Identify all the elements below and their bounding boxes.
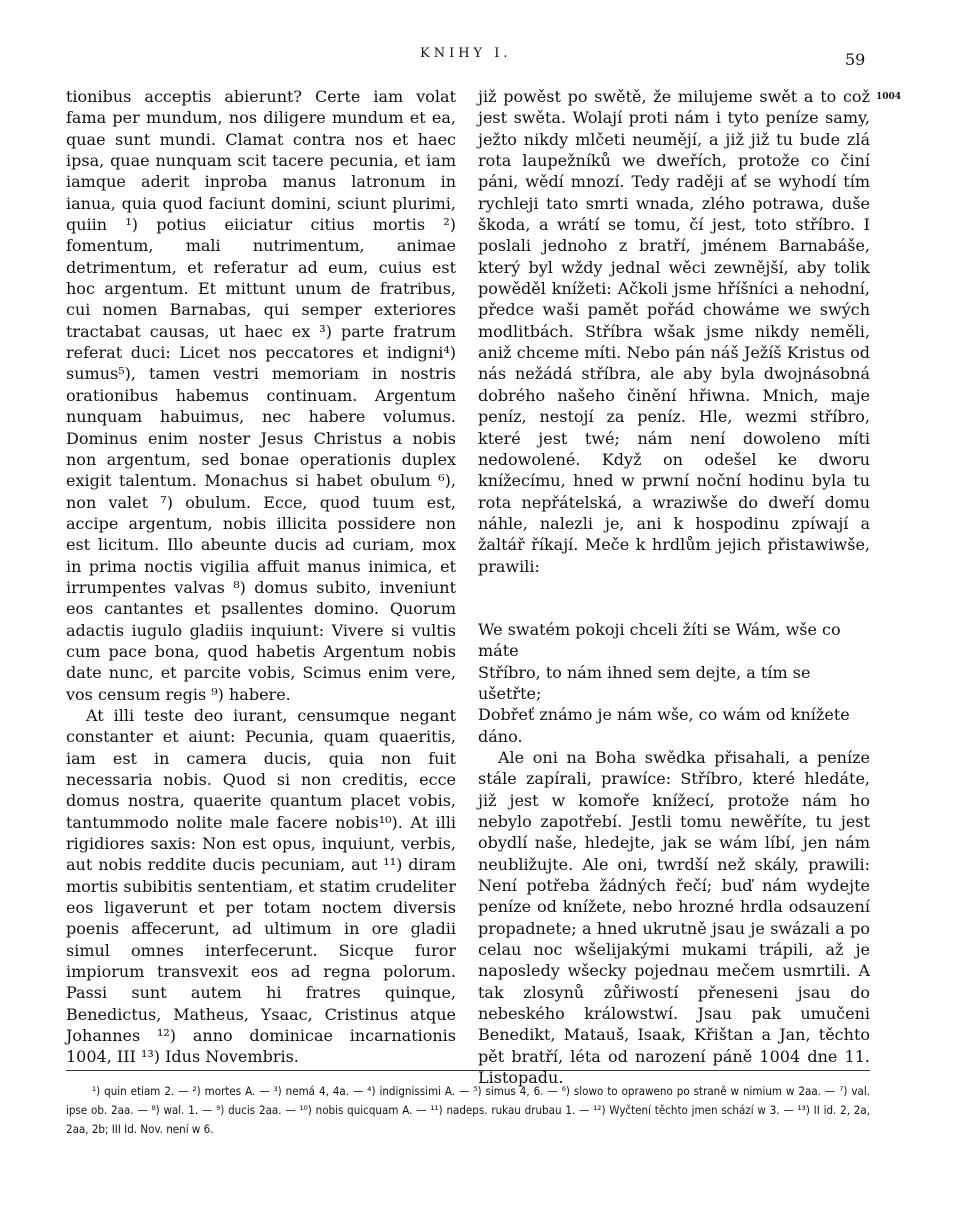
running-title: KNIHY I.	[420, 46, 512, 61]
running-head	[0, 46, 960, 70]
footnotes	[66, 1082, 870, 1139]
verse-line: Dobřeť známo je nám wše, co wám od knížete dáno.	[478, 705, 850, 746]
verse-line: Stříbro, to nám ihned sem dejte, a tím se ušetřte;	[478, 662, 811, 703]
margin-year-note: 1004	[876, 92, 902, 102]
latin-column	[66, 86, 456, 1068]
czech-column	[478, 86, 870, 1088]
footnote-divider	[66, 1070, 870, 1071]
footnote-text: ¹) quin etiam 2. — ²) mortes A. — ³) nemá 4, 4a. — ⁴) indignissimi A. — ⁵) simus 4, 6. — ⁶) slowo to opraweno po straně w nimium w 2aa. — ⁷) val. ipse ob. 2aa. — ⁸) wal. 1. — ⁹) ducis 2aa. — ¹⁰) nobis quicquam A. — ¹¹) nadeps. rukau drubau 1. — ¹²) Wyčtení těchto jmen schází w 3. — ¹³) II id. 2, 2a, 2aa, 2b; III Id. Nov. není w 6.	[66, 1084, 870, 1136]
czech-paragraph: již powěst po swětě, že milujeme swět a to což jest swěta. Wolají proti nám i tyto peníze samy, ježto nikdy mlčeti neumějí, a již již tu bude zlá rota laupežníků we dweřích, protože co činí páni, wědí mnozí. Tedy raději ať se wyhodí tím rychleji tato smrti wnada, zlého potrawa, duše škoda, a wrátí se tomu, čí jest, toto stříbro. I poslali jednoho z bratří, jménem Barnabáše, který byl wždy jednal wěci zewnější, aby tolik powěděl knížeti: Ačkoli jsme hříšníci a nehodní, předce waši pamět pořád chowáme we swých modlitbách. Stříbra wšak jsme nikdy neměli, aniž chceme míti. Nebo pán náš Ježíš Kristus od nás nežádá stříbra, ale aby byla dwojnásobná dobrého našeho činění hřiwna. Mnich, maje peníz, nestojí za peníz. Hle, wezmi stříbro, které jest twé; nám není dowoleno míti nedowolené. Když on odešel ke dworu knížecímu, hned w prwní noční hodinu byla tu rota nepřátelská, a wraziwše do dweří domu náhle, nalezli je, ani k hospodinu zpíwají a žaltář říkají. Meče k hrdlům jejich přistawiwše, prawili:	[478, 87, 870, 576]
page-number: 59	[845, 50, 866, 69]
verse-line: We swatém pokoji chceli žíti se Wám, wše co máte	[478, 619, 841, 661]
czech-paragraph: Ale oni na Boha swědka přisahali, a peníze stále zapírali, prawíce: Stříbro, které hledáte, již jest w komoře knížecí, protože nám ho nebylo zapotřebí. Jestli tomu newěříte, tu jest obydlí naše, hledejte, jak se wám líbí, jen nám neubližujte. Ale oni, twrdší než skály, prawili: Není potřeba žádných řečí; buď nám wydejte peníze od knížete, nebo hrozné hrdla odsauzení propadnete; a hned ukrutně jsau je swázali a po celau noc wšelijakými mukami trápili, až je naposledy wšecky pojednau mečem usmrtili. A tak zlosynů zůřiwostí přeneseni jsau do nebeského králowstwí. Jsau pak umučeni Benedikt, Matauš, Isaak, Křištan a Jan, těchto pět bratří, léta od narození páně 1004 dne 11. Listopadu.	[478, 747, 870, 1088]
latin-paragraph: At illi teste deo iurant, censumque negant constanter et aiunt: Pecunia, quam quaeritis, iam est in camera ducis, quia non fuit necessaria nobis. Quod si non creditis, ecce domus nostra, quaerite quantum placet vobis, tantummodo nolite male facere nobis¹⁰). At illi rigidiores saxis: Non est opus, inquiunt, verbis, aut nobis reddite ducis pecuniam, aut ¹¹) diram mortis subibitis sententiam, et statim crudeliter eos ligaverunt et per totam noctem diversis poenis affecerunt, ad ultimum in ore gladii simul omnes interfecerunt. Sicque furor impiorum transvexit eos ad regna polorum. Passi sunt autem hi fratres quinque, Benedictus, Matheus, Ysaac, Cristinus atque Johannes ¹²) anno dominicae incarnationis 1004, III ¹³) Idus Novembris.	[66, 705, 456, 1067]
latin-paragraph: tionibus acceptis abierunt? Certe iam volat fama per mundum, nos diligere mundum et ea, quae sunt mundi. Clamat contra nos et haec ipsa, quae nunquam scit tacere pecunia, et iam iamque aderit inproba manus latronum in ianua, quia quod faciunt domini, sciunt plurimi, quiin ¹) potius eiiciatur citius mortis ²) fomentum, mali nutrimentum, animae detrimentum, et referatur ad eum, cuius est hoc argentum. Et mittunt unum de fratribus, cui nomen Barnabas, qui semper exteriores tractabat causas, ut haec ex ³) parte fratrum referat duci: Licet nos peccatores et indigni⁴) sumus⁵), tamen vestri memoriam in nostris orationibus habemus continuam. Argentum nunquam habuimus, nec habere volumus. Dominus enim noster Jesus Christus a nobis non argentum, sed bonae operationis duplex exigit talentum. Monachus si habet obulum ⁶), non valet ⁷) obulum. Ecce, quod tuum est, accipe argentum, nobis illicita possidere non est licitum. Illo abeunte ducis ad curiam, mox in prima noctis vigilia affuit manus inimica, et irrumpentes valvas ⁸) domus subito, inveniunt eos cantantes et psallentes domino. Quorum adactis iugulo gladiis inquiunt: Vivere si vultis cum pace bona, quod habetis Argentum nobis date nunc, et parcite vobis, Scimus enim vere, vos censum regis ⁹) habere.	[66, 87, 456, 704]
verse-spacer	[478, 577, 870, 619]
czech-verse	[478, 619, 870, 747]
